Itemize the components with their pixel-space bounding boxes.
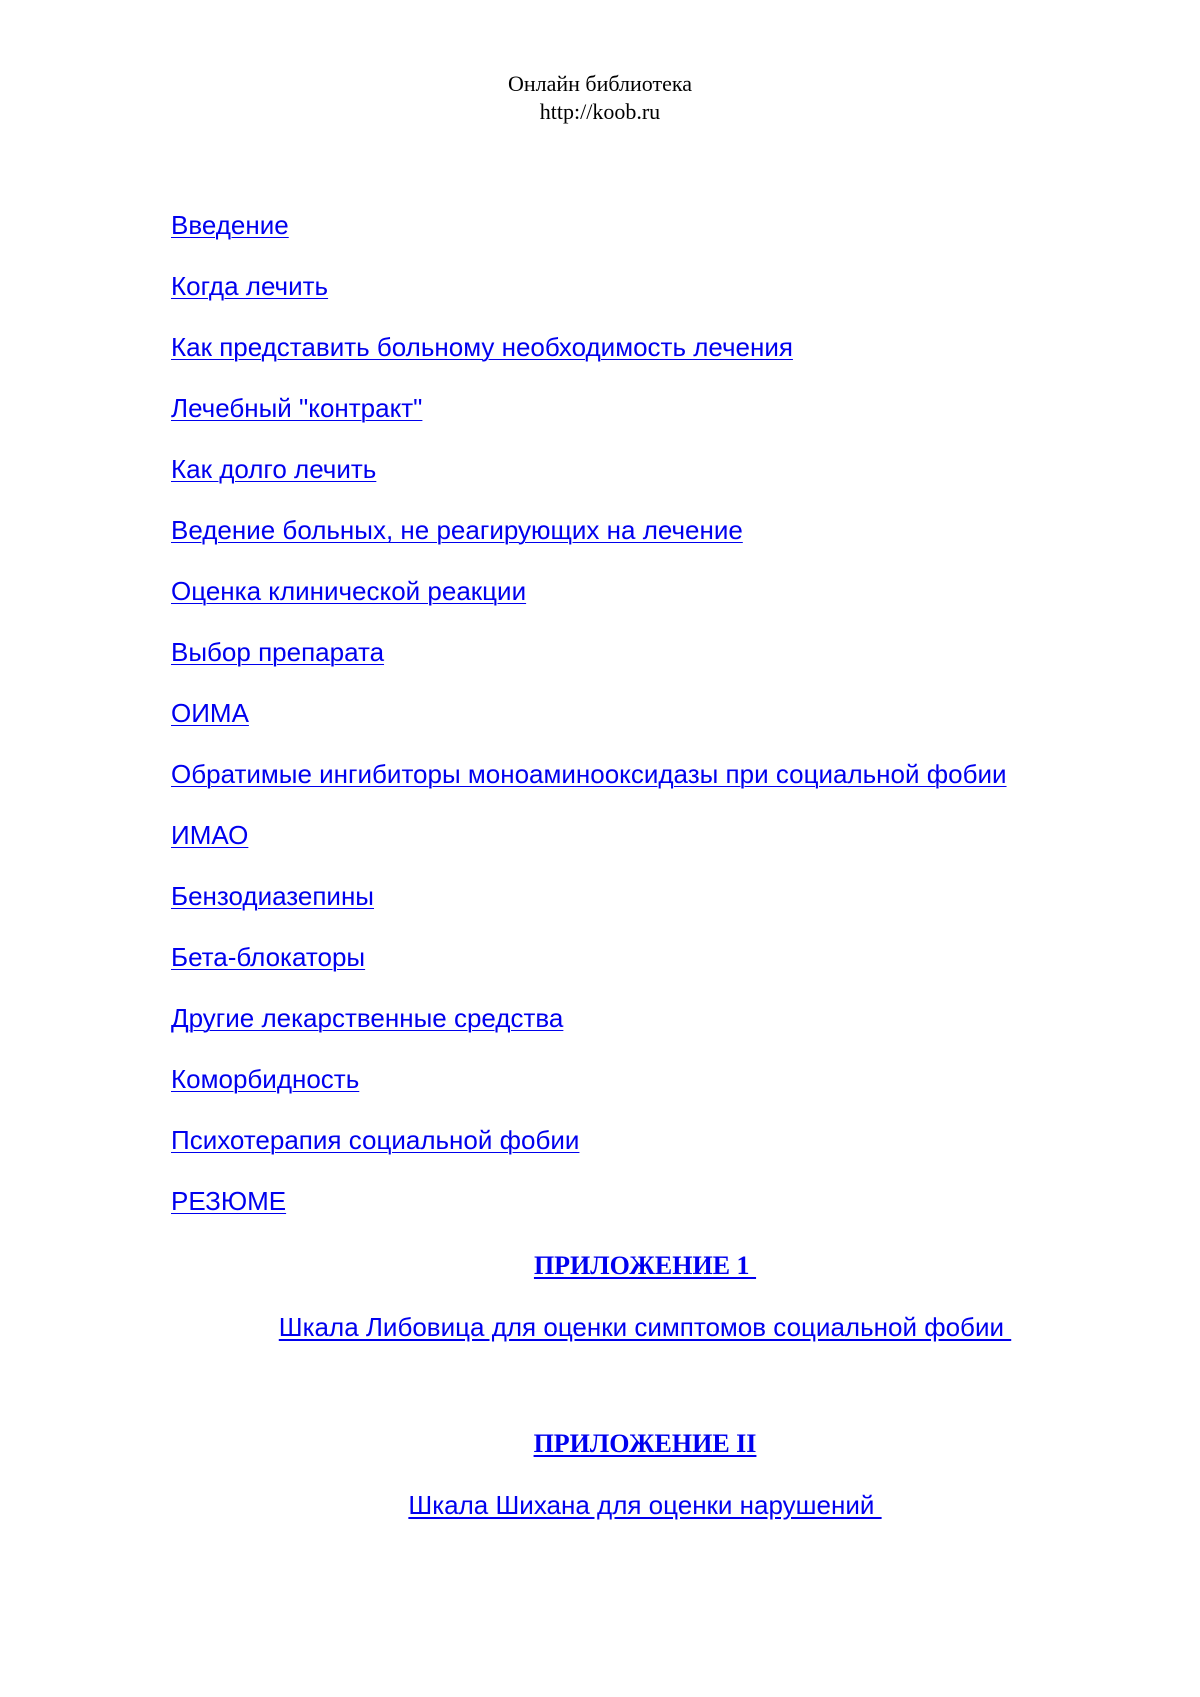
page-header bbox=[0, 70, 1200, 126]
toc-item bbox=[171, 576, 1151, 637]
toc-link-imao[interactable]: ИМАО bbox=[171, 820, 249, 850]
appendix-2-heading-link[interactable]: ПРИЛОЖЕНИЕ II bbox=[533, 1429, 757, 1458]
toc-item bbox=[171, 1003, 1151, 1064]
appendix-1-heading bbox=[0, 1251, 1200, 1281]
toc-item bbox=[171, 515, 1151, 576]
toc-link-kak-predstavit[interactable]: Как представить больному необходимость лечения bbox=[171, 332, 793, 362]
toc-link-rezyume[interactable]: РЕЗЮМЕ bbox=[171, 1186, 287, 1216]
toc-item bbox=[171, 1125, 1151, 1186]
toc-item bbox=[171, 759, 1151, 820]
toc-link-vybor-preparata[interactable]: Выбор препарата bbox=[171, 637, 385, 667]
toc-item bbox=[171, 1186, 1151, 1247]
appendix-1-liebowitz-scale-link[interactable]: Шкала Либовица для оценки симптомов социальной фобии bbox=[278, 1312, 1012, 1342]
toc-link-kontrakt[interactable]: Лечебный "контракт" bbox=[171, 393, 423, 423]
appendix-2-heading bbox=[0, 1429, 1200, 1459]
toc-link-ocenka-reakcii[interactable]: Оценка клинической реакции bbox=[171, 576, 527, 606]
toc-item bbox=[171, 698, 1151, 759]
toc-link-oima[interactable]: ОИМА bbox=[171, 698, 249, 728]
toc-item bbox=[171, 1064, 1151, 1125]
toc-item bbox=[171, 942, 1151, 1003]
toc-link-drugie-sredstva[interactable]: Другие лекарственные средства bbox=[171, 1003, 564, 1033]
header-site-url: http://koob.ru bbox=[539, 99, 661, 124]
appendix-2-sheehan-scale-link[interactable]: Шкала Шихана для оценки нарушений bbox=[408, 1490, 882, 1520]
table-of-contents bbox=[171, 210, 1151, 1247]
appendix-1-heading-link[interactable]: ПРИЛОЖЕНИЕ 1 bbox=[533, 1251, 757, 1280]
toc-item bbox=[171, 881, 1151, 942]
toc-link-kak-dolgo[interactable]: Как долго лечить bbox=[171, 454, 377, 484]
appendix-2-entry bbox=[0, 1490, 1200, 1520]
toc-link-vedenie-bolnyh[interactable]: Ведение больных, не реагирующих на лечение bbox=[171, 515, 743, 545]
toc-item bbox=[171, 454, 1151, 515]
toc-link-benzodiazepiny[interactable]: Бензодиазепины bbox=[171, 881, 374, 911]
header-library-name: Онлайн библиотека bbox=[507, 71, 693, 96]
toc-link-psihoterapiya[interactable]: Психотерапия социальной фобии bbox=[171, 1125, 580, 1155]
toc-item bbox=[171, 210, 1151, 271]
toc-item bbox=[171, 332, 1151, 393]
toc-item bbox=[171, 393, 1151, 454]
toc-link-beta-blokatory[interactable]: Бета-блокаторы bbox=[171, 942, 366, 972]
toc-item bbox=[171, 820, 1151, 881]
toc-link-kogda-lechit[interactable]: Когда лечить bbox=[171, 271, 329, 301]
toc-item bbox=[171, 271, 1151, 332]
appendix-1-entry bbox=[0, 1312, 1200, 1342]
toc-link-vvedenie[interactable]: Введение bbox=[171, 210, 289, 240]
toc-item bbox=[171, 637, 1151, 698]
toc-link-komorbidnost[interactable]: Коморбидность bbox=[171, 1064, 360, 1094]
toc-link-obratimye-ingibitory[interactable]: Обратимые ингибиторы моноаминооксидазы при социальной фобии bbox=[171, 759, 1007, 789]
